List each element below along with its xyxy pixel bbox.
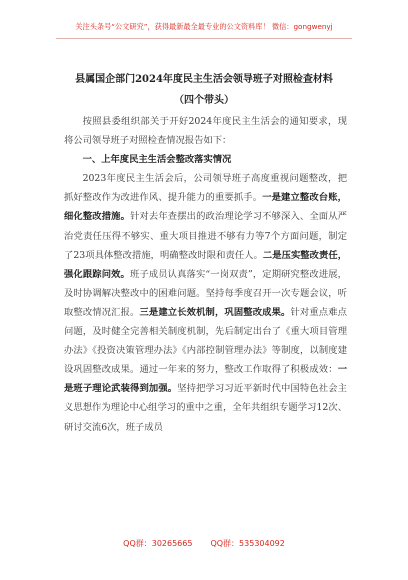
paragraph-text: 2023年度民主生活会后，公司领导班子高度重视问题整改，把抓好整改作为改进作风、提升能力的重要抓手。	[64, 173, 347, 204]
header-divider	[56, 38, 352, 39]
document-subtitle: （四个带头）	[174, 95, 234, 106]
section-heading: 一、上年度民主生活会整改落实情况	[82, 154, 232, 166]
paragraph-text: 针对去年查摆出的政治理论学习不够深入、全面从严治党责任压得不够实、重大项目推进不够有力等7个方面问题，制定了23项具体整改措施，明确整改时限和责任人。	[64, 211, 347, 261]
document-title: 县属国企部门2024年度民主生活会领导班子对照检查材料	[75, 74, 333, 85]
footer-qq-groups	[0, 538, 408, 549]
footer-qq-1: QQ群：30265665	[123, 539, 193, 548]
section-paragraph	[64, 169, 347, 436]
bold-point-2: 二是压实整改责任，强化跟踪问效。	[64, 249, 347, 280]
bold-point-1: 一是建立整改台账，细化整改措施。	[64, 192, 347, 223]
bold-point-4: 一是班子理论武装得到加强。	[64, 364, 347, 395]
footer-qq-2: QQ群：535304092	[210, 539, 285, 548]
paragraph-text: 针对重点难点问题，及时健全完善相关制度机制，先后制定出台了《重大项目管理办法》《投资决策管理办法》《内部控制管理办法》等制度，以制度建设巩固整改成果。通过一年来的努力，整改工作取得了积极成效：	[64, 306, 347, 376]
document-body	[64, 112, 347, 437]
paragraph-text: 坚持把学习习近平新时代中国特色社会主义思想作为理论中心组学习的重中之重，全年共组织专题学习12次、研讨交流6次，班子成员	[64, 383, 347, 433]
intro-paragraph: 按照县委组织部关于开好2024年度民主生活会的通知要求，现将公司领导班子对照检查情况报告如下：	[64, 116, 347, 147]
bold-point-3: 三是建立长效机制，巩固整改成果。	[139, 306, 291, 318]
header-banner: 关注头条号“公文研究”，获得最新最全最专业的公文资料库！ 微信：gongwenyj	[75, 22, 333, 31]
paragraph-text: 班子成员认真落实“一岗双责”，定期研究整改进展，及时协调解决整改中的困难问题。坚持每季度召开一次专题会议，听取整改情况汇报。	[64, 268, 347, 318]
